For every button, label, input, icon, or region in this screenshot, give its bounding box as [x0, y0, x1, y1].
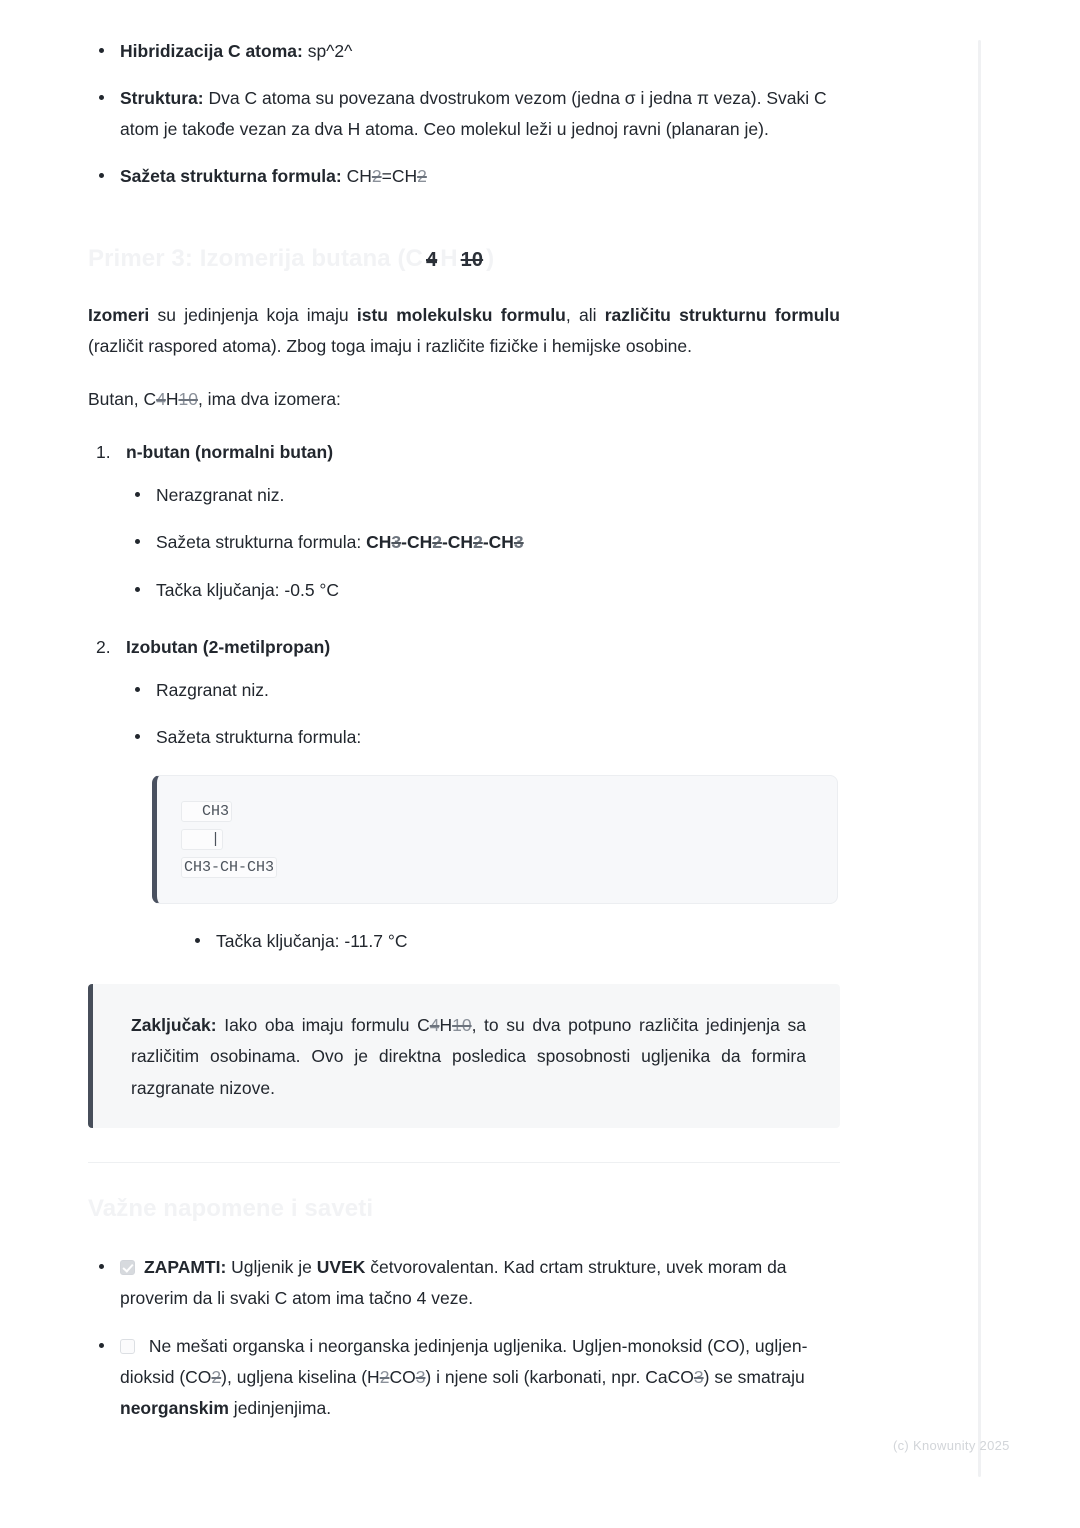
structural-formula-code-block — [152, 775, 838, 904]
butan-post: , ima dva izomera: — [197, 389, 341, 410]
list-item — [126, 527, 840, 558]
isomer-1-points — [126, 480, 840, 605]
isomer-list — [88, 437, 840, 753]
izomeri-bold-3: različitu strukturnu formulu — [604, 304, 840, 325]
heading-suffix: ) — [486, 244, 495, 272]
subscript: 3 — [415, 1366, 426, 1387]
notes-list — [88, 1252, 840, 1424]
subscript: 2 — [211, 1366, 222, 1387]
izomeri-text-1: su jedinjenja koja imaju — [149, 304, 357, 325]
subscript: 10 — [178, 389, 198, 410]
formula-seg: -CH — [401, 532, 433, 553]
bullet-text: sp^2^ — [302, 41, 353, 61]
izomeri-text-3: (različit raspored atoma). Zbog toga imaju i različite fizičke i hemijske osobine. — [88, 335, 692, 356]
conclusion-text — [131, 1010, 806, 1105]
conclusion-mid: H — [439, 1014, 453, 1035]
isomer-2-points — [126, 675, 840, 753]
subscript: 3 — [391, 532, 402, 553]
butan-line — [88, 384, 840, 415]
list-item — [88, 1252, 840, 1314]
formula-lead: Sažeta strukturna formula: — [156, 532, 367, 553]
subscript: 4 — [156, 389, 166, 410]
subscript: 3 — [693, 1366, 704, 1387]
note-text-4: ) i njene soli (karbonati, npr. CaCO — [425, 1366, 694, 1387]
list-item — [126, 675, 840, 706]
bullet-label: Struktura: — [120, 88, 204, 109]
code-line — [181, 826, 813, 854]
list-marker: 2. — [96, 636, 111, 657]
formula-seg: -CH — [441, 532, 474, 553]
point-text: Razgranat niz. — [156, 679, 269, 700]
heading-subscript: 4 — [426, 248, 438, 271]
section-heading-izomerija — [88, 243, 840, 274]
section-divider — [88, 1162, 840, 1163]
note-emphasis: UVEK — [316, 1257, 366, 1278]
list-item — [126, 480, 840, 511]
subscript: 3 — [513, 532, 524, 553]
butan-mid: H — [165, 389, 179, 410]
bullet-text-mid: =CH — [381, 166, 418, 187]
conclusion-blockquote — [88, 984, 840, 1129]
subscript: 10 — [452, 1014, 472, 1035]
list-item — [88, 632, 840, 753]
formula-seg: -CH — [482, 532, 514, 553]
code-token: | — [181, 829, 223, 850]
conclusion-t1: Iako oba imaju formulu C — [216, 1014, 430, 1035]
list-marker: 1. — [96, 442, 111, 463]
izomeri-bold-1: Izomeri — [88, 304, 150, 325]
subscript: 2 — [473, 532, 483, 553]
subscript: 2 — [432, 532, 442, 553]
conclusion-label: Zaključak: — [131, 1014, 217, 1035]
note-text-1: Ugljenik je — [226, 1257, 317, 1278]
note-label: ZAPAMTI: — [144, 1257, 227, 1278]
subscript: 2 — [371, 166, 382, 187]
code-token: CH3 — [181, 801, 232, 822]
subscript: 4 — [429, 1014, 440, 1035]
point-text: Tačka ključanja: -0.5 °C — [156, 579, 340, 600]
document-content — [88, 36, 840, 1440]
heading-subscript: 10 — [460, 248, 484, 271]
note-text-2: četvorovalentan. Kad crtam strukture, uvek moram da proverim da li svaki C atom ima tačno 4 veze. — [120, 1257, 787, 1309]
note-emphasis: neorganskim — [120, 1397, 229, 1418]
checkbox-unchecked-icon[interactable] — [120, 1339, 135, 1354]
list-item — [186, 926, 840, 957]
top-bullet-list — [88, 36, 840, 193]
bullet-text: CH — [341, 166, 372, 187]
list-item — [88, 161, 840, 192]
list-item — [88, 36, 840, 67]
subscript: 2 — [379, 1366, 390, 1387]
isomer-2-trailing-points — [186, 926, 840, 957]
bullet-text: Dva C atoma su povezana dvostrukom vezom (jedna σ i jedna π veza). Svaki C atom je takođe vezan za dva H atoma. Ceo molekul leži u jednoj ravni (planaran je). — [120, 88, 827, 140]
isomer-title: n-butan (normalni butan) — [126, 442, 334, 463]
code-line — [181, 854, 813, 882]
point-text: Sažeta strukturna formula: — [156, 727, 362, 748]
note-text-5: ) se smatraju — [703, 1366, 805, 1387]
conclusion-t2: , to su dva potpuno različita jedinjenja sa različitim osobinama. Ovo je direktna posledica sposobnosti ugljenika da formira razgranate nizove. — [131, 1014, 806, 1098]
note-text-1: Ne mešati organska i neorganska jedinjenja ugljenika. Ugljen-monoksid (CO), ugljen-dioksid (CO — [120, 1335, 808, 1387]
section-heading-napomene: Važne napomene i saveti — [88, 1195, 374, 1223]
izomeri-text-2: , ali — [565, 304, 605, 325]
formula-value — [366, 532, 524, 552]
code-token: CH3-CH-CH3 — [181, 857, 277, 878]
izomeri-paragraph — [88, 300, 840, 362]
heading-prefix: Primer 3: Izomerija butana (C — [88, 244, 423, 272]
list-item — [126, 722, 840, 753]
note-text-6: jedinjenjima. — [228, 1397, 332, 1418]
note-text-2: ), ugljena kiselina (H — [221, 1366, 380, 1387]
point-text: Tačka ključanja: -11.7 °C — [216, 931, 408, 952]
list-item — [88, 437, 840, 606]
heading-mid: H — [440, 244, 458, 272]
butan-pre: Butan, C — [88, 389, 157, 410]
subscript: 2 — [417, 166, 427, 187]
list-item — [88, 83, 840, 145]
bullet-label: Hibridizacija C atoma: — [120, 41, 303, 61]
scrollbar-track[interactable] — [978, 40, 981, 1477]
isomer-title: Izobutan (2-metilpropan) — [126, 636, 331, 657]
formula-seg: CH — [366, 532, 392, 553]
bullet-label: Sažeta strukturna formula: — [120, 166, 342, 187]
note-text-3: CO — [389, 1366, 416, 1387]
code-line — [181, 798, 813, 826]
watermark: (c) Knowunity 2025 — [893, 1438, 1010, 1453]
list-item — [88, 1331, 840, 1424]
izomeri-bold-2: istu molekulsku formulu — [356, 304, 566, 325]
list-item — [126, 575, 840, 606]
checkbox-checked-icon[interactable] — [120, 1260, 135, 1275]
point-text: Nerazgranat niz. — [156, 485, 285, 506]
